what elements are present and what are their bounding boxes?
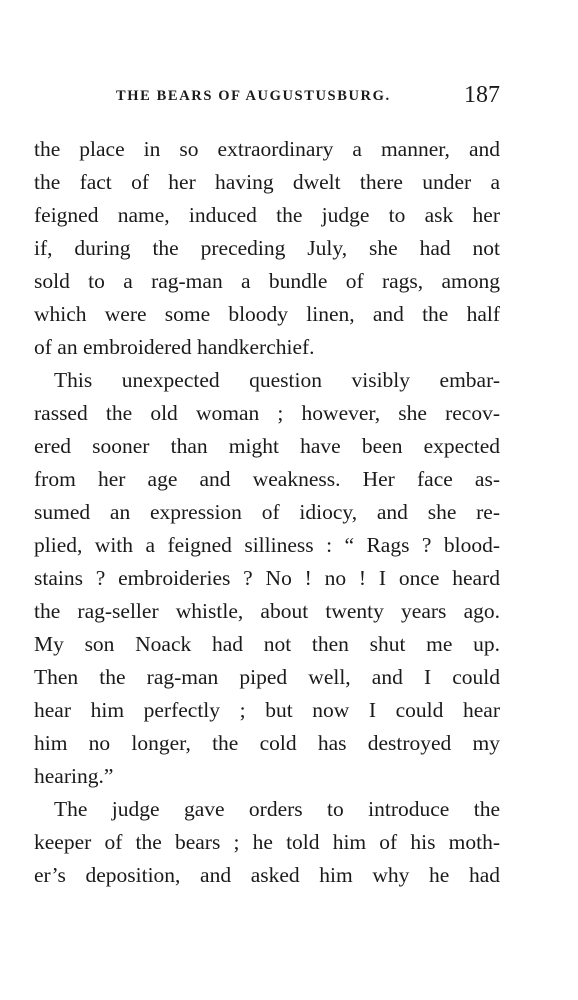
- running-title: THE BEARS OF AUGUSTUSBURG.: [116, 88, 391, 104]
- running-head: [34, 82, 500, 112]
- text-line: keeper of the bears ; he told him of his moth-: [34, 830, 500, 854]
- text-line: the place in so extraordinary a manner, and: [34, 137, 500, 161]
- text-line: Then the rag-man piped well, and I could: [34, 665, 500, 689]
- text-line: the fact of her having dwelt there under a: [34, 170, 500, 194]
- body-text: [34, 133, 500, 892]
- text-line: hearing.”: [34, 764, 114, 788]
- paragraph-start-line: This unexpected question visibly embar-: [54, 368, 500, 392]
- text-line: hear him perfectly ; but now I could hear: [34, 698, 500, 722]
- text-line: rassed the old woman ; however, she recov-: [34, 401, 500, 425]
- text-line: which were some bloody linen, and the half: [34, 302, 500, 326]
- text-line: sold to a rag-man a bundle of rags, among: [34, 269, 500, 293]
- text-line: if, during the preceding July, she had not: [34, 236, 500, 260]
- text-line: the rag-seller whistle, about twenty years ago.: [34, 599, 500, 623]
- text-line: plied, with a feigned silliness : “ Rags ? blood-: [34, 533, 500, 557]
- text-line: ered sooner than might have been expected: [34, 434, 500, 458]
- text-line: stains ? embroideries ? No ! no ! I once heard: [34, 566, 500, 590]
- text-line: from her age and weakness. Her face as-: [34, 467, 500, 491]
- paragraph-start-line: The judge gave orders to introduce the: [54, 797, 500, 821]
- text-line: him no longer, the cold has destroyed my: [34, 731, 500, 755]
- text-line: feigned name, induced the judge to ask her: [34, 203, 500, 227]
- text-line: of an embroidered handkerchief.: [34, 335, 315, 359]
- page-number: 187: [464, 82, 500, 108]
- text-line: er’s deposition, and asked him why he had: [34, 863, 500, 887]
- text-line: sumed an expression of idiocy, and she re-: [34, 500, 500, 524]
- text-line: My son Noack had not then shut me up.: [34, 632, 500, 656]
